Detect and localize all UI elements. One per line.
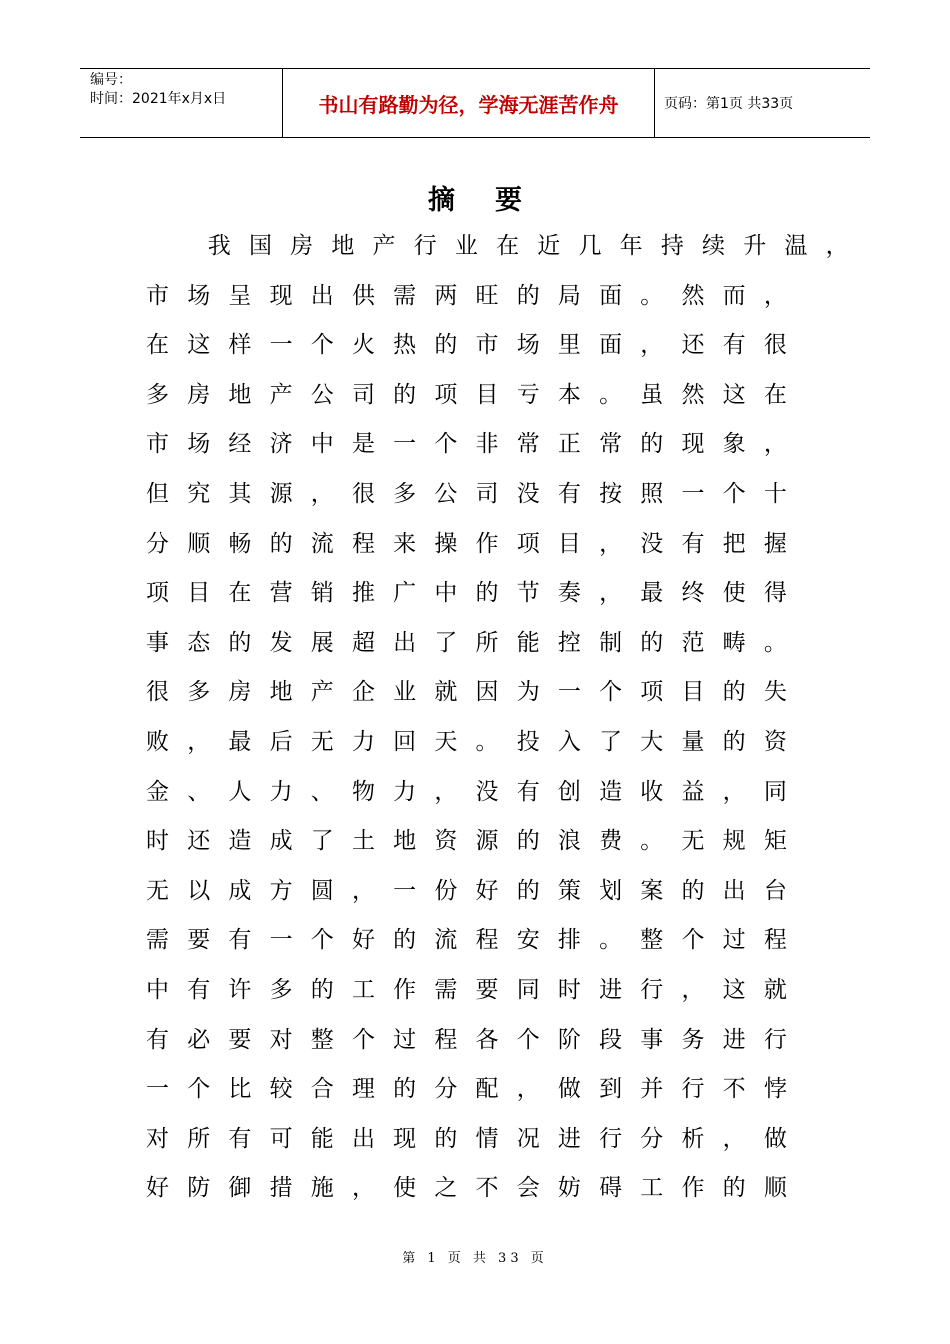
body-line: 需 要 有 一 个 好 的 流 程 安 排 。 整 个 过 程 (146, 927, 787, 954)
body-line: 分 顺 畅 的 流 程 来 操 作 项 目 ， 没 有 把 握 (146, 530, 787, 557)
body-line: 一 个 比 较 合 理 的 分 配 ， 做 到 并 行 不 悖 (146, 1076, 787, 1103)
body-line: 有 必 要 对 整 个 过 程 各 个 阶 段 事 务 进 行 (146, 1026, 787, 1053)
body-line: 无 以 成 方 圆 ， 一 份 好 的 策 划 案 的 出 台 (146, 877, 787, 904)
header-meta (80, 69, 283, 137)
page-title: 摘要 (428, 185, 562, 216)
body-line: 败 ， 最 后 无 力 回 天 。 投 入 了 大 量 的 资 (146, 728, 787, 755)
body-line: 项 目 在 营 销 推 广 中 的 节 奏 ， 最 终 使 得 (146, 580, 787, 607)
body-line: 多 房 地 产 公 司 的 项 目 亏 本 。 虽 然 这 在 (146, 381, 787, 408)
header-motto: 书山有路勤为径，学海无涯苦作舟 (283, 69, 655, 137)
body-line: 对 所 有 可 能 出 现 的 情 况 进 行 分 析 ， 做 (146, 1125, 787, 1152)
body-line: 事 态 的 发 展 超 出 了 所 能 控 制 的 范 畴 。 (146, 629, 787, 656)
header-page-info: 页码：第1页 共33页 (664, 96, 794, 112)
body-line: 金 、 人 力 、 物 力 ， 没 有 创 造 收 益 ， 同 (146, 778, 787, 805)
body-line: 我 国 房 地 产 行 业 在 近 几 年 持 续 升 温 ， (207, 233, 849, 259)
document-header (80, 68, 870, 138)
page-footer: 第 1 页 共 33 页 (402, 1251, 548, 1266)
time-label: 时间：2021年x月x日 (90, 91, 227, 107)
body-line: 在 这 样 一 个 火 热 的 市 场 里 面 ， 还 有 很 (146, 332, 787, 359)
body-line: 好 防 御 措 施 ， 使 之 不 会 妨 碍 工 作 的 顺 (146, 1175, 787, 1202)
body-line: 很 多 房 地 产 企 业 就 因 为 一 个 项 目 的 失 (146, 679, 787, 706)
body-line: 市 场 经 济 中 是 一 个 非 常 正 常 的 现 象 ， (146, 431, 787, 458)
body-line: 时 还 造 成 了 土 地 资 源 的 浪 费 。 无 规 矩 (146, 828, 787, 855)
body-text (146, 222, 849, 1214)
body-line: 但 究 其 源 ， 很 多 公 司 没 有 按 照 一 个 十 (146, 480, 787, 507)
number-label: 编号： (90, 72, 132, 88)
body-line: 中 有 许 多 的 工 作 需 要 同 时 进 行 ， 这 就 (146, 976, 787, 1003)
body-line: 市 场 呈 现 出 供 需 两 旺 的 局 面 。 然 而 ， (146, 282, 787, 309)
